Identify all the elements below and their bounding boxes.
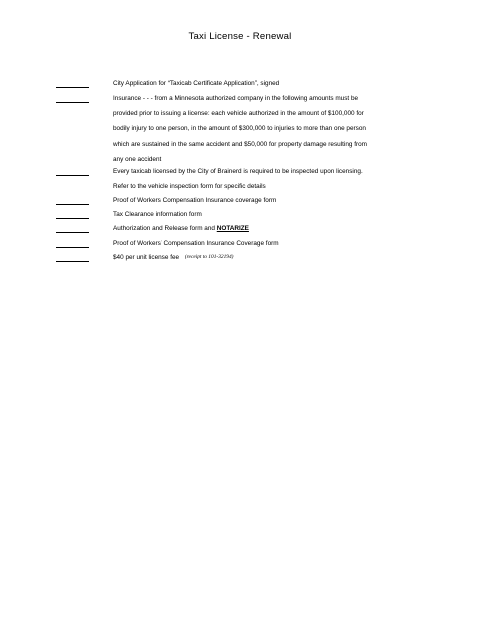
- checklist-item-line: [113, 254, 433, 262]
- license-fee-label: $40 per unit license fee: [113, 254, 181, 261]
- checklist-item-text: [113, 240, 433, 255]
- checklist-item-text: [113, 225, 433, 240]
- checklist-item-text: [113, 168, 433, 198]
- checkbox-blank[interactable]: [56, 218, 89, 219]
- checkbox-blank[interactable]: [56, 175, 89, 176]
- checklist-item-line: which are sustained in the same accident and $50,000 for property damage resulting from: [113, 140, 367, 148]
- checklist-item-line: Tax Clearance information form: [113, 211, 202, 218]
- page-title: Taxi License - Renewal: [188, 31, 292, 42]
- apostrophe-mark: ’: [160, 239, 162, 244]
- receipt-note: (receipt to 101-32194): [184, 254, 234, 260]
- checkbox-blank[interactable]: [56, 87, 89, 88]
- checkbox-blank[interactable]: [56, 204, 89, 205]
- checkbox-blank[interactable]: [56, 102, 89, 103]
- authorization-label: Authorization and Release form and: [113, 225, 217, 232]
- checklist-item-line: [113, 225, 433, 233]
- checkbox-blank[interactable]: [56, 247, 89, 248]
- checklist-item-line: provided prior to issuing a license: each vehicle authorized in the amount of $100,000 for: [113, 110, 364, 118]
- checklist-item-line: Insurance - - - from a Minnesota authorized company in the following amounts must be: [113, 95, 359, 102]
- checkbox-blank[interactable]: [56, 261, 89, 262]
- checklist-item-text: [113, 254, 433, 269]
- checklist-item-text: [113, 197, 433, 212]
- workers-comp-label-suffix: Compensation Insurance Coverage form: [161, 240, 279, 247]
- notarize-emphasis: NOTARIZE: [216, 225, 249, 232]
- checklist-item-line: Proof of Workers Compensation Insurance coverage form: [113, 197, 277, 204]
- checklist-item-text: [113, 211, 433, 226]
- checklist-item-text: [113, 95, 433, 171]
- checklist-item-line: bodily injury to one person, in the amount of $300,000 to injuries to more than one person: [113, 125, 366, 133]
- checklist-item-line: City Application for “Taxicab Certificate Application”, signed: [113, 80, 280, 87]
- checkbox-blank[interactable]: [56, 232, 89, 233]
- checklist-item-line: any one accident: [113, 155, 162, 163]
- checklist-item-line: Every taxicab licensed by the City of Brainerd is required to be inspected upon licensing.: [113, 168, 363, 175]
- checklist-item-line: Refer to the vehicle inspection form for specific details: [113, 183, 266, 191]
- checklist-item-line: [113, 240, 433, 248]
- workers-comp-label-prefix: Proof of Workers: [113, 240, 161, 247]
- checklist-item-text: [113, 80, 433, 95]
